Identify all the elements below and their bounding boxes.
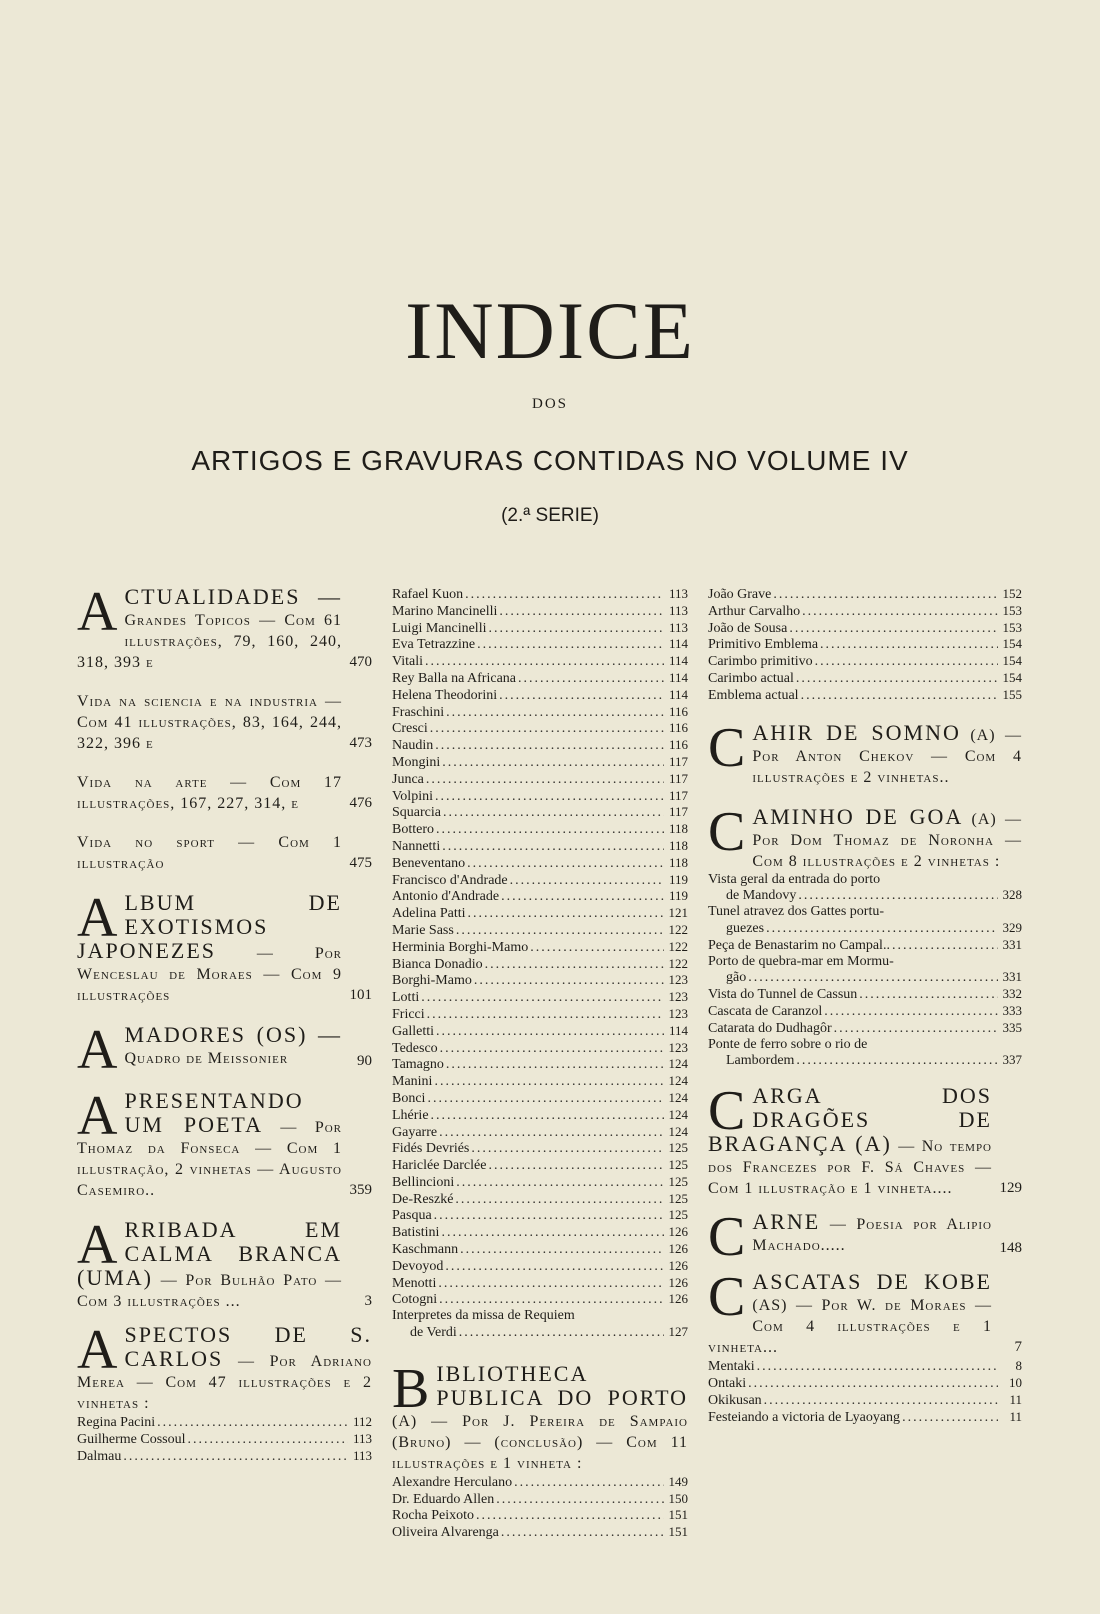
- list-item: Galletti ..... 114: [392, 1023, 688, 1040]
- list-item: Francisco d'Andrade ..... 119: [392, 872, 688, 889]
- index-entry-vida-arte: [77, 772, 372, 814]
- page-number: 11: [1009, 1408, 1022, 1424]
- page-number: 114: [668, 686, 688, 702]
- list-item: Helena Theodorini ..... 114: [392, 687, 688, 704]
- drop-cap: C: [708, 800, 747, 863]
- page-number: 113: [668, 619, 688, 635]
- page-number: 118: [668, 854, 688, 870]
- page-number: 124: [668, 1123, 688, 1139]
- list-item: Naudin ..... 116: [392, 737, 688, 754]
- list-item: Tunel atravez dos Gattes portu- guezes ..... 329: [708, 904, 1022, 937]
- list-item: Ponte de ferro sobre o rio de Lambordem ..... 337: [708, 1037, 1022, 1070]
- page-number: 114: [668, 669, 688, 685]
- list-item: Beneventano ..... 118: [392, 855, 688, 872]
- page-number: 150: [668, 1490, 688, 1506]
- page-number: 113: [668, 586, 688, 601]
- entry-heading: MADORES (OS) —: [124, 1022, 342, 1047]
- entry-heading: LBUM DE EXOTISMOS JAPONEZES: [77, 890, 342, 963]
- list-item: João de Sousa ..... 153: [708, 620, 1022, 637]
- list-item: Tedesco ..... 123: [392, 1040, 688, 1057]
- list-item: Fraschini ..... 116: [392, 704, 688, 721]
- page-number: 152: [1002, 586, 1022, 601]
- page-number: 126: [668, 1241, 688, 1257]
- page-number: 329: [1002, 919, 1022, 935]
- index-entry-cahir: [708, 716, 1023, 788]
- page-number: 470: [349, 654, 372, 670]
- index-entry-carne: [708, 1206, 1022, 1269]
- page-number: 127: [668, 1324, 688, 1340]
- page-number: 328: [1002, 887, 1022, 903]
- list-item: Okikusan ..... 11: [708, 1392, 1022, 1409]
- drop-cap: A: [77, 1019, 119, 1081]
- entry-description: — Por Wenceslau de Moraes — Com 9 illustrações: [77, 945, 342, 1004]
- page-number: 101: [349, 987, 372, 1003]
- page-number: 125: [668, 1190, 688, 1206]
- page-number: 119: [668, 888, 688, 904]
- page-number: 335: [1002, 1019, 1022, 1035]
- drop-cap: C: [708, 1080, 747, 1143]
- page-subtitle: ARTIGOS E GRAVURAS CONTIDAS NO VOLUME IV: [191, 445, 909, 476]
- page-number: 359: [349, 1182, 372, 1198]
- entry-description: Vida no sport — Com 1 illustração: [77, 834, 342, 872]
- list-item: Squarcia ..... 117: [392, 804, 688, 821]
- list-item: Junca ..... 117: [392, 771, 688, 788]
- caminho-list: [708, 872, 1022, 1070]
- entry-heading: IBLIOTHECA PUBLICA DO PORTO: [436, 1360, 688, 1410]
- list-item: Porto de quebra-mar em Mormu- gão ..... 331: [708, 954, 1022, 987]
- page-number: 331: [1002, 969, 1022, 985]
- list-item: João Grave ..... 152: [708, 586, 1022, 603]
- index-entry-apresentando: [77, 1085, 372, 1201]
- page-number: 125: [668, 1173, 688, 1189]
- list-item: Interpretes da missa de Requiem de Verdi ..... 127: [392, 1308, 688, 1341]
- entry-description: Vida na sciencia e na industria — Com 41 illustrações, 83, 164, 244, 322, 396 e: [77, 693, 342, 752]
- title-connector: DOS: [531, 396, 568, 412]
- list-item: Bianca Donadio ..... 122: [392, 956, 688, 973]
- list-item: Marino Mancinelli ..... 113: [392, 603, 688, 620]
- drop-cap: B: [392, 1357, 431, 1420]
- page-number: 476: [349, 795, 372, 811]
- page-number: 154: [1002, 669, 1022, 685]
- list-item: Borghi-Mamo ..... 123: [392, 972, 688, 989]
- list-item: Volpini ..... 117: [392, 788, 688, 805]
- series-label: (2.ª SERIE): [501, 505, 599, 526]
- list-item: Mongini ..... 117: [392, 754, 688, 771]
- index-entry-arribada: [77, 1214, 372, 1312]
- page-number: 114: [668, 636, 688, 652]
- entry-heading: AHIR DE SOMNO: [752, 719, 961, 745]
- page-number: 118: [668, 837, 688, 853]
- list-item: Peça de Benastarim no Campal.. ..... 331: [708, 937, 1022, 954]
- index-column-2: [392, 586, 688, 1541]
- list-item: Luigi Mancinelli ..... 113: [392, 620, 688, 637]
- page-number: 3: [364, 1293, 372, 1309]
- page-number: 113: [352, 1430, 372, 1446]
- page-number: 337: [1002, 1052, 1022, 1068]
- drop-cap: A: [77, 1319, 119, 1381]
- list-item: De-Reszké ..... 125: [392, 1191, 688, 1208]
- entry-description: Vida na arte — Com 17 illustrações, 167, 227, 314, e: [77, 774, 342, 812]
- list-item: Carimbo primitivo ..... 154: [708, 653, 1022, 670]
- page-number: 151: [668, 1507, 688, 1523]
- index-entry-bibliotheca: [392, 1357, 688, 1474]
- drop-cap: A: [77, 1214, 119, 1276]
- page-number: 10: [1009, 1374, 1022, 1390]
- index-column-1: [77, 581, 372, 1464]
- entry-heading: CTUALIDADES —: [124, 584, 342, 609]
- list-item: Batistini ..... 126: [392, 1224, 688, 1241]
- page-number: 118: [668, 821, 688, 837]
- cascatas-list: [708, 1358, 1022, 1425]
- page-number: 123: [668, 1005, 688, 1021]
- page-number: 117: [668, 804, 688, 820]
- page-number: 122: [668, 955, 688, 971]
- page-number: 123: [668, 972, 688, 988]
- drop-cap: A: [77, 581, 119, 643]
- page-number: 154: [1002, 636, 1022, 652]
- list-item: Mentaki ..... 8: [708, 1358, 1022, 1375]
- index-entry-caminho: [708, 800, 1022, 872]
- page-number: 124: [668, 1106, 688, 1122]
- page-number: 475: [349, 855, 372, 871]
- drop-cap: A: [77, 887, 119, 949]
- page-number: 122: [668, 938, 688, 954]
- list-item: Nannetti ..... 118: [392, 838, 688, 855]
- list-item: Devoyod ..... 126: [392, 1258, 688, 1275]
- page-number: 333: [1002, 1002, 1022, 1018]
- list-item: Emblema actual ..... 155: [708, 687, 1022, 704]
- page-number: 126: [668, 1224, 688, 1240]
- list-item: Marie Sass ..... 122: [392, 922, 688, 939]
- list-item: Tamagno ..... 124: [392, 1056, 688, 1073]
- page-number: 90: [357, 1053, 372, 1069]
- index-entry-carga: [708, 1080, 1022, 1199]
- list-item: Manini ..... 124: [392, 1073, 688, 1090]
- list-item: Regina Pacini ..... 112: [77, 1414, 372, 1431]
- page-number: 112: [352, 1414, 372, 1429]
- list-item: Bonci ..... 124: [392, 1090, 688, 1107]
- page-number: 113: [668, 602, 688, 618]
- index-column-3: [708, 586, 1022, 1425]
- list-item: Eva Tetrazzine ..... 114: [392, 636, 688, 653]
- list-item: Catarata do Dudhagôr ..... 335: [708, 1020, 1022, 1037]
- list-item: Cresci ..... 116: [392, 720, 688, 737]
- entry-heading: ARGA DOS DRAGÕES DE BRAGANÇA (A): [708, 1083, 992, 1157]
- page-number: 153: [1002, 602, 1022, 618]
- page-number: 124: [668, 1073, 688, 1089]
- index-entry-vida-sciencia: [77, 691, 372, 754]
- page-number: 117: [668, 787, 688, 803]
- page-number: 154: [1002, 653, 1022, 669]
- drop-cap: C: [708, 1206, 747, 1269]
- page-number: 116: [668, 720, 688, 736]
- page-number: 155: [1002, 686, 1022, 702]
- entry-description: (A) — Por Anton Chekov — Com 4 illustrações e 2 vinhetas..: [752, 726, 1023, 786]
- page-number: 117: [668, 770, 688, 786]
- entry-description: — No tempo dos Francezes por F. Sá Chaves — Com 1 illustração e 1 vinheta....: [708, 1138, 993, 1198]
- list-item: Antonio d'Andrade ..... 119: [392, 888, 688, 905]
- page-number: 126: [668, 1274, 688, 1290]
- entry-description: (A) — Por J. Pereira de Sampaio (Bruno) — (conclusão) — Com 11 illustrações e 1 vinheta :: [392, 1412, 688, 1472]
- page-number: 153: [1002, 619, 1022, 635]
- index-entry-aspectos: [77, 1319, 372, 1414]
- list-item: Gayarre ..... 124: [392, 1124, 688, 1141]
- entry-heading: SPECTOS DE S. CARLOS: [124, 1322, 372, 1371]
- page-number: 332: [1002, 986, 1022, 1002]
- page-number: 331: [1002, 936, 1022, 952]
- list-item: Kaschmann ..... 126: [392, 1241, 688, 1258]
- page-number: 126: [668, 1291, 688, 1307]
- page-title: INDICE: [405, 285, 695, 376]
- index-entry-vida-sport: [77, 832, 372, 874]
- page-number: 125: [668, 1207, 688, 1223]
- aspectos-continued-list: [392, 586, 688, 1308]
- page-number: 122: [668, 921, 688, 937]
- page-number: 114: [668, 1022, 688, 1038]
- entry-description: (A) — Por Dom Thomaz de Noronha — Com 8 illustrações e 2 vinhetas :: [752, 810, 1022, 870]
- list-item: Pasqua ..... 125: [392, 1207, 688, 1224]
- list-item: Fidés Devriés ..... 125: [392, 1140, 688, 1157]
- page-number: 151: [668, 1524, 688, 1540]
- list-item: Lotti ..... 123: [392, 989, 688, 1006]
- entry-heading: RRIBADA EM CALMA BRANCA (UMA): [77, 1217, 342, 1290]
- list-item: Primitivo Emblema ..... 154: [708, 636, 1022, 653]
- index-entry-actualidades: [77, 581, 372, 673]
- page-number: 8: [1015, 1358, 1022, 1374]
- list-item: Guilherme Cossoul ..... 113: [77, 1431, 372, 1448]
- list-item: Fricci ..... 123: [392, 1006, 688, 1023]
- page-number: 148: [999, 1240, 1022, 1257]
- entry-description: Quadro de Meissonier: [124, 1050, 289, 1067]
- entry-description: — Por Bulhão Pato — Com 3 illustrações ...: [77, 1272, 343, 1310]
- entry-description: Grandes Topicos — Com 61 illustrações, 79, 160, 240, 318, 393 e: [77, 612, 342, 671]
- drop-cap: C: [708, 1266, 747, 1329]
- list-item: Arthur Carvalho ..... 153: [708, 603, 1022, 620]
- list-item: Bellincioni ..... 125: [392, 1174, 688, 1191]
- list-item: Carimbo actual ..... 154: [708, 670, 1022, 687]
- page-number: 125: [668, 1140, 688, 1156]
- list-item: Herminia Borghi-Mamo ..... 122: [392, 939, 688, 956]
- index-entry-album: [77, 887, 372, 1006]
- entry-heading: ASCATAS DE KOBE: [752, 1269, 992, 1295]
- list-item: Oliveira Alvarenga ..... 151: [392, 1524, 688, 1541]
- page-number: 121: [668, 905, 688, 921]
- index-entry-cascatas: [708, 1266, 1022, 1358]
- page-number: 129: [999, 1180, 1022, 1197]
- page-number: 113: [352, 1447, 372, 1463]
- list-item: Cotogni ..... 126: [392, 1291, 688, 1308]
- page-number: 473: [349, 735, 372, 751]
- drop-cap: A: [77, 1085, 119, 1147]
- list-item: Adelina Patti ..... 121: [392, 905, 688, 922]
- page-number: 123: [668, 1039, 688, 1055]
- list-item: Festeiando a victoria de Lyaoyang ..... 11: [708, 1409, 1022, 1426]
- page-number: 123: [668, 989, 688, 1005]
- page-number: 125: [668, 1157, 688, 1173]
- list-item: Vista do Tunnel de Cassun ..... 332: [708, 986, 1022, 1003]
- entry-description: — Por Thomaz da Fonseca — Com 1 illustração, 2 vinhetas — Augusto Casemiro..: [77, 1119, 343, 1199]
- list-item: Rocha Peixoto ..... 151: [392, 1507, 688, 1524]
- entry-heading: ARNE: [752, 1209, 821, 1235]
- entry-description: — Poesia por Alipio Machado.....: [752, 1216, 993, 1255]
- list-item: Hariclée Darclée ..... 125: [392, 1157, 688, 1174]
- list-item: Dalmau ..... 113: [77, 1448, 372, 1465]
- list-item: Dr. Eduardo Allen ..... 150: [392, 1491, 688, 1508]
- page-number: 11: [1009, 1391, 1022, 1407]
- list-item: Ontaki ..... 10: [708, 1375, 1022, 1392]
- page-number: 116: [668, 737, 688, 753]
- page-number: 7: [1014, 1339, 1022, 1356]
- list-item: Vitali ..... 114: [392, 653, 688, 670]
- bibliotheca-continued-list: [708, 586, 1022, 704]
- page-number: 116: [668, 703, 688, 719]
- drop-cap: C: [708, 716, 747, 779]
- page-number: 119: [668, 871, 688, 887]
- list-item: Rey Balla na Africana ..... 114: [392, 670, 688, 687]
- page-number: 114: [668, 653, 688, 669]
- entry-description: — Por Adriano Merea — Com 47 illustrações e 2 vinhetas :: [77, 1353, 372, 1412]
- page-number: 126: [668, 1257, 688, 1273]
- page-number: 124: [668, 1089, 688, 1105]
- list-item: Alexandre Herculano ..... 149: [392, 1474, 688, 1491]
- entry-description: (AS) — Por W. de Moraes — Com 4 illustrações e 1 vinheta...: [708, 1297, 992, 1357]
- list-item: Vista geral da entrada do porto de Mandovy ..... 328: [708, 872, 1022, 905]
- page-number: 149: [668, 1473, 688, 1489]
- page-number: 117: [668, 753, 688, 769]
- entry-heading: AMINHO DE GOA: [752, 803, 964, 829]
- list-item: Menotti ..... 126: [392, 1275, 688, 1292]
- index-entry-amadores: [77, 1019, 372, 1081]
- entry-heading: PRESENTANDO UM POETA: [124, 1088, 304, 1137]
- list-item: Cascata de Caranzol ..... 333: [708, 1003, 1022, 1020]
- page-number: 124: [668, 1056, 688, 1072]
- list-item: Lhérie ..... 124: [392, 1107, 688, 1124]
- list-item: Bottero ..... 118: [392, 821, 688, 838]
- list-item: Rafael Kuon ..... 113: [392, 586, 688, 603]
